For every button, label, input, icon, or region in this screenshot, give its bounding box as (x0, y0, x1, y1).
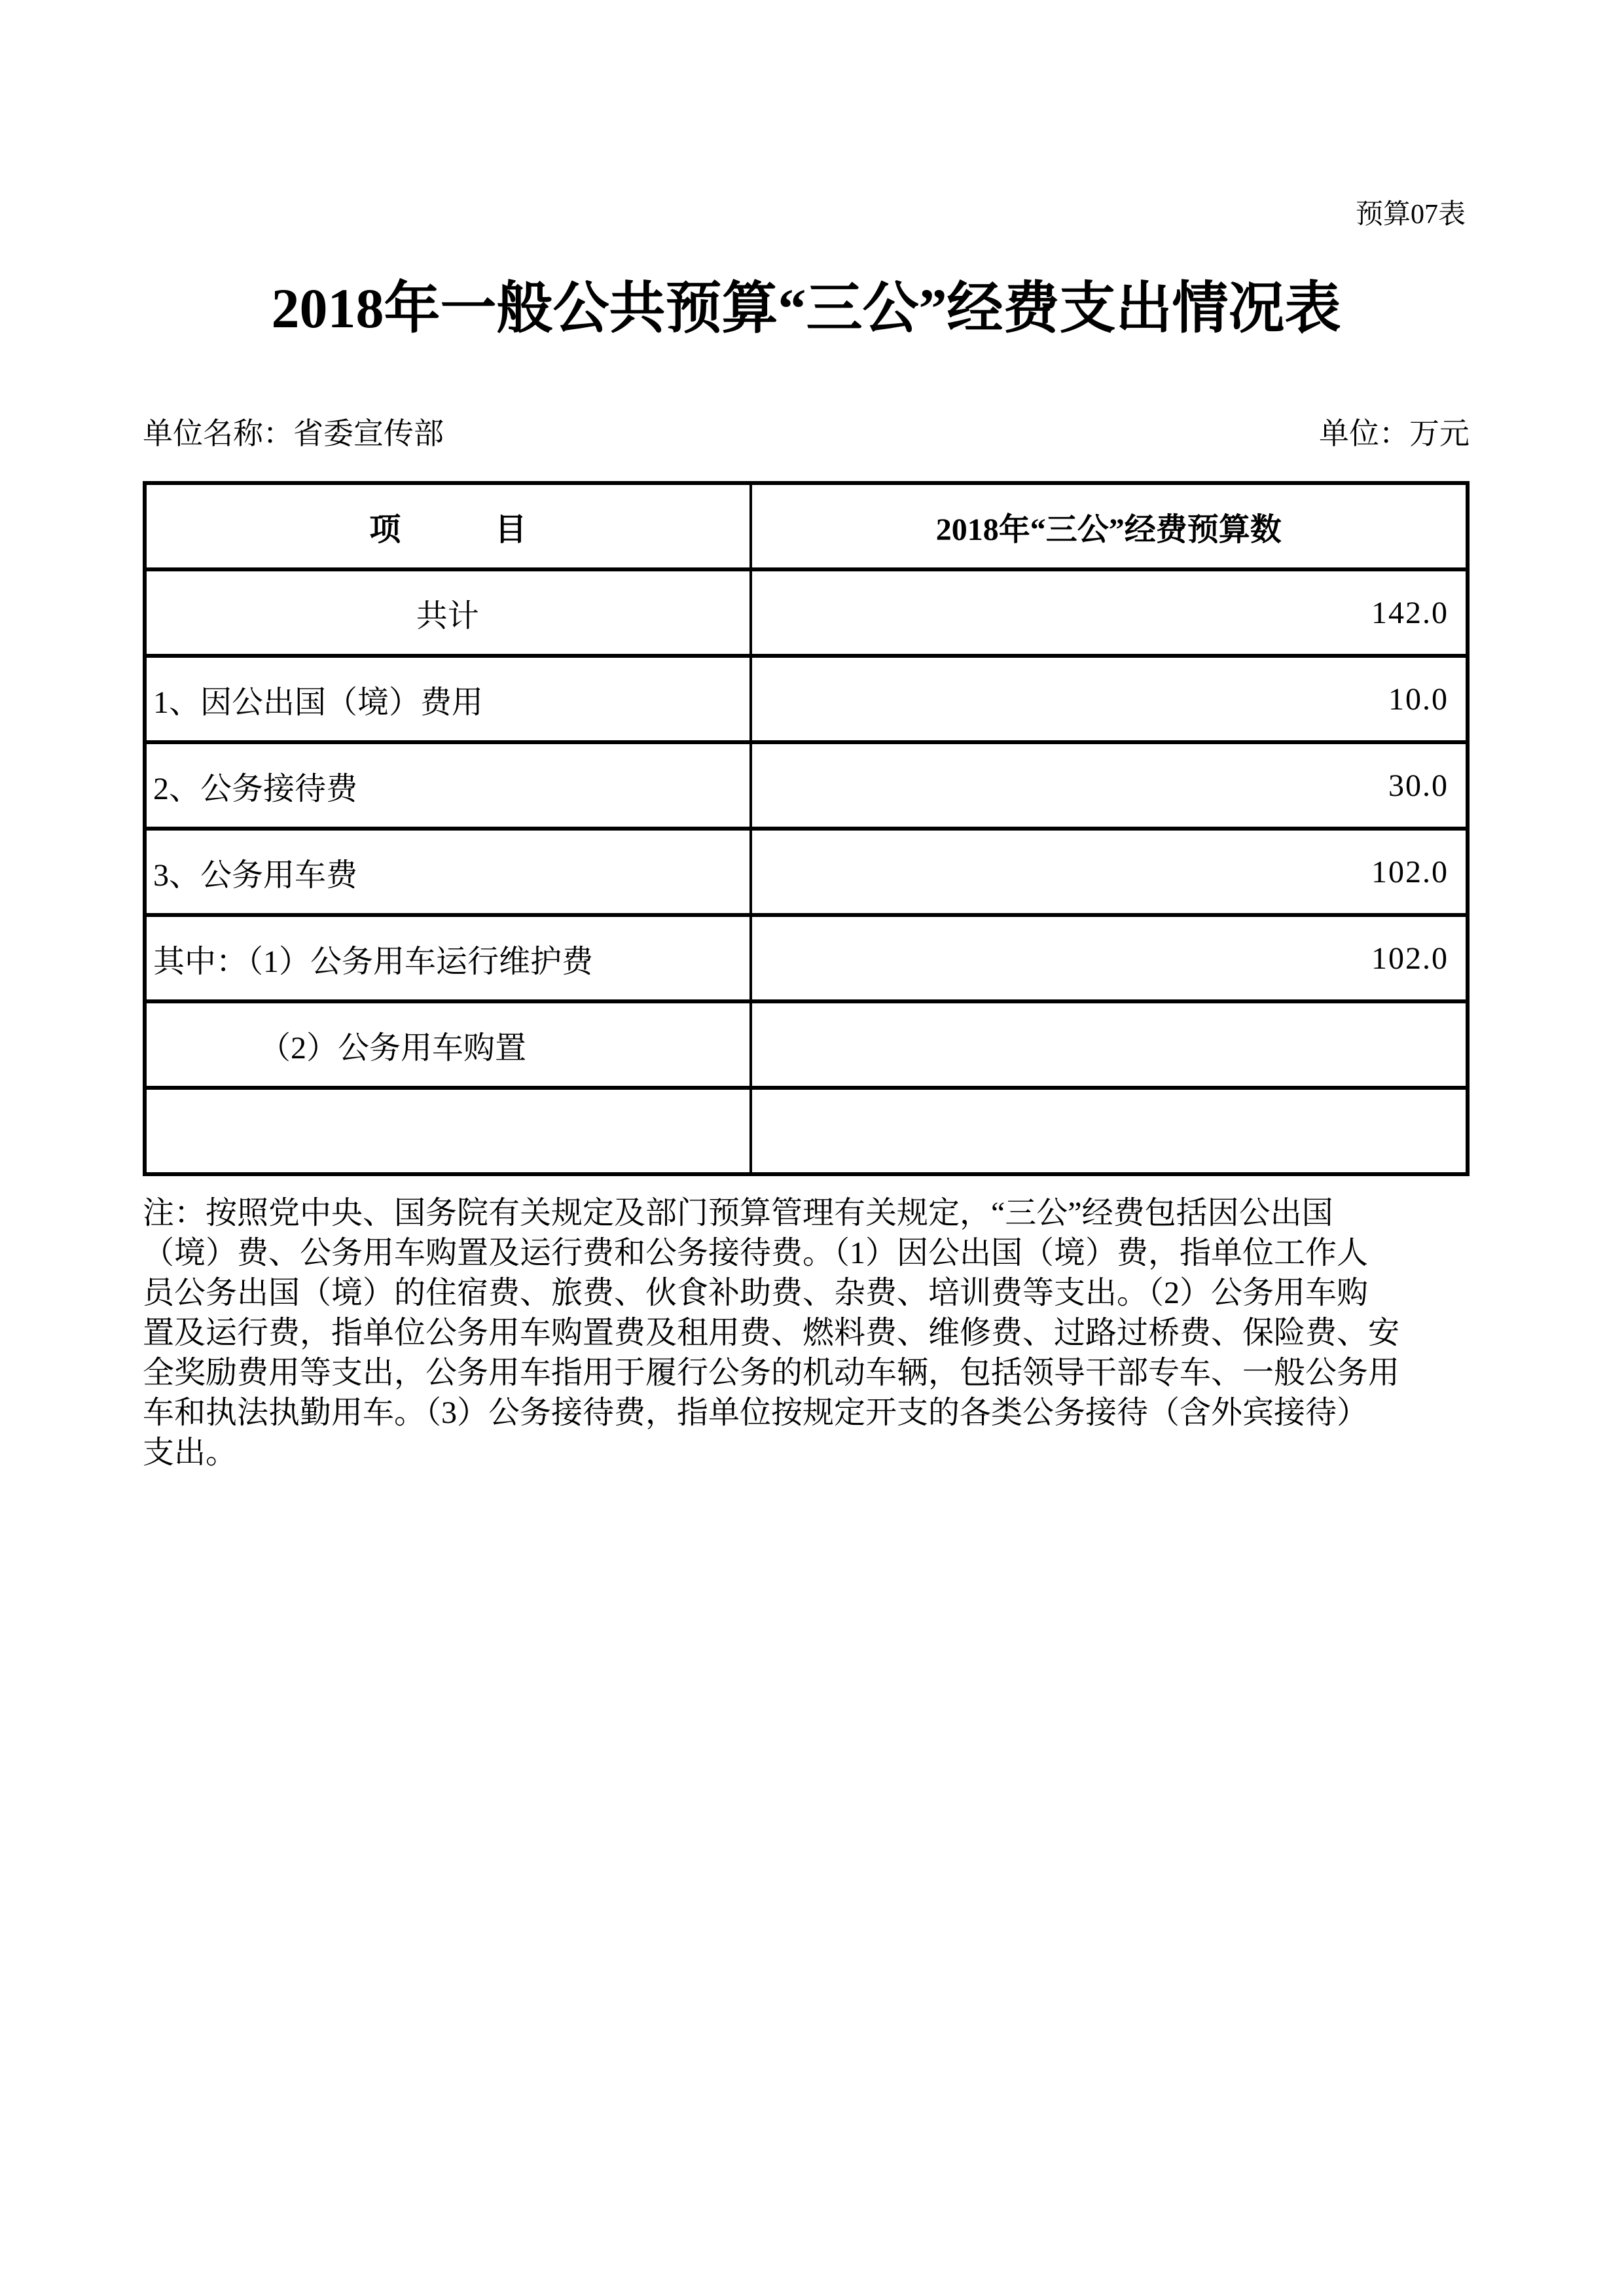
budget-column-header: 2018年“三公”经费预算数 (751, 483, 1468, 569)
value-cell (751, 1001, 1468, 1088)
value-cell: 10.0 (751, 656, 1468, 742)
org-name-value: 省委宣传部 (293, 417, 444, 450)
item-cell: 3、公务用车费 (145, 829, 751, 915)
footnote-line: 全奖励费用等支出，公务用车指用于履行公务的机动车辆，包括领导干部专车、一般公务用 (143, 1355, 1400, 1390)
table-row-vehicle-purchase (145, 1001, 1468, 1088)
table-row-abroad (145, 656, 1468, 742)
table-row-vehicle-maintenance (145, 915, 1468, 1001)
value-cell (751, 1088, 1468, 1174)
item-cell (145, 1088, 751, 1174)
footnote-line: 注：按照党中央、国务院有关规定及部门预算管理有关规定，“三公”经费包括因公出国 (143, 1196, 1333, 1230)
footnote-line: 置及运行费，指单位公务用车购置费及租用费、燃料费、维修费、过路过桥费、保险费、安 (143, 1316, 1400, 1350)
page-title: 2018年一般公共预算“三公”经费支出情况表 (271, 277, 1341, 340)
footnote-line: （境）费、公务用车购置及运行费和公务接待费。（1）因公出国（境）费，指单位工作人 (143, 1236, 1369, 1270)
value-cell: 102.0 (751, 829, 1468, 915)
org-name-label: 单位名称： (143, 417, 293, 450)
table-row-total (145, 569, 1468, 656)
org-name-line (143, 417, 444, 451)
info-row (143, 417, 1470, 451)
unit-label: 单位： (1319, 417, 1409, 450)
document-sheet (143, 0, 1470, 1473)
doc-number-label: 预算07表 (1355, 200, 1466, 230)
item-cell: 其中：（1）公务用车运行维护费 (145, 915, 751, 1001)
item-cell: 共计 (145, 569, 751, 656)
value-cell: 30.0 (751, 742, 1468, 829)
footnote (143, 1193, 1498, 1473)
value-cell: 142.0 (751, 569, 1468, 656)
value-cell: 102.0 (751, 915, 1468, 1001)
table-row-empty (145, 1088, 1468, 1174)
footnote-line: 支出。 (143, 1435, 238, 1470)
item-cell: 2、公务接待费 (145, 742, 751, 829)
footnote-line: 车和执法执勤用车。（3）公务接待费，指单位按规定开支的各类公务接待（含外宾接待） (143, 1395, 1369, 1430)
expense-table (143, 481, 1470, 1176)
footnote-line: 员公务出国（境）的住宿费、旅费、伙食补助费、杂费、培训费等支出。（2）公务用车购 (143, 1276, 1369, 1310)
unit-value: 万元 (1409, 417, 1470, 450)
table-row-vehicle (145, 829, 1468, 915)
table-row-reception (145, 742, 1468, 829)
unit-line (1319, 417, 1470, 451)
table-header-row (145, 483, 1468, 569)
item-cell: （2）公务用车购置 (145, 1001, 751, 1088)
item-column-header: 项 目 (145, 483, 751, 569)
item-cell: 1、因公出国（境）费用 (145, 656, 751, 742)
